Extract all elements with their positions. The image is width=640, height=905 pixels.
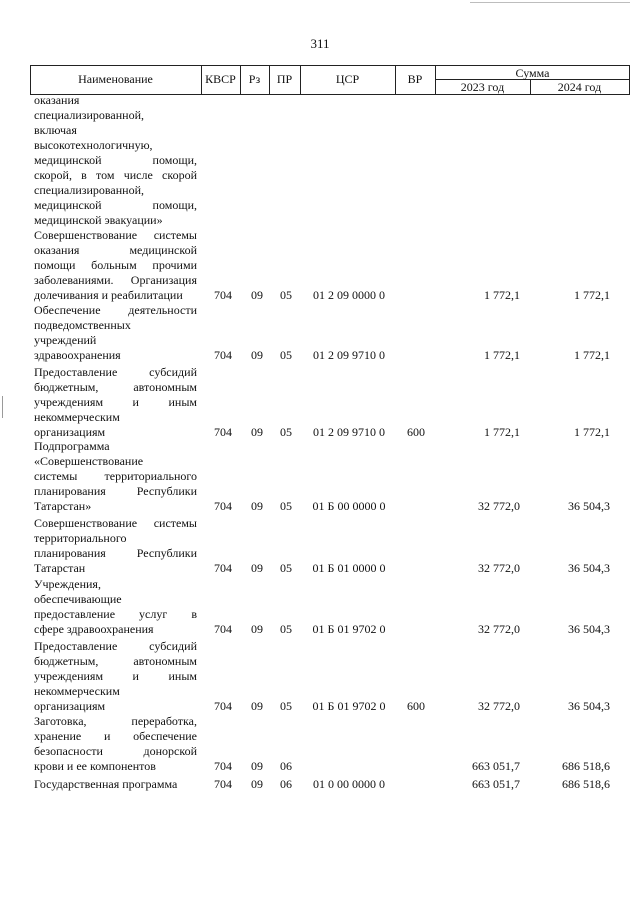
row-name (34, 439, 197, 514)
cell-csr: 01 0 00 0000 0 (313, 777, 385, 791)
cell-csr: 01 Б 01 9702 0 (312, 622, 386, 636)
table-header (30, 65, 630, 95)
row-name-line: планирования Республики (34, 484, 197, 498)
top-edge-line (470, 2, 630, 3)
cell-rz: 09 (251, 561, 263, 575)
cell-kvsr: 704 (214, 622, 232, 636)
cell-sum-2024: 36 504,3 (568, 499, 610, 513)
row-name-line: предоставление услуг в (34, 607, 197, 621)
row-name-line: Государственная программа (34, 777, 178, 791)
cell-rz: 09 (251, 425, 263, 439)
cell-kvsr: 704 (214, 561, 232, 575)
row-name-line: обеспечивающие (34, 592, 122, 606)
table-row (0, 303, 640, 363)
page-number: 311 (310, 36, 330, 51)
row-name-line: медицинской эвакуации» (34, 213, 163, 227)
cell-rz: 09 (251, 348, 263, 362)
row-name (34, 714, 197, 774)
cell-rz: 09 (251, 777, 263, 791)
cell-pr: 05 (280, 348, 292, 362)
row-name (34, 577, 197, 637)
table-row (0, 93, 640, 228)
row-name-line: долечивания и реабилитации (34, 288, 183, 302)
row-name-line: Совершенствование системы (34, 516, 197, 530)
cell-sum-2024: 36 504,3 (568, 561, 610, 575)
row-name-line: скорой, в том числе скорой (34, 168, 197, 182)
row-name (34, 303, 197, 363)
row-name-line: Предоставление субсидий (34, 639, 197, 653)
row-name-line: некоммерческим (34, 684, 120, 698)
row-name (34, 639, 197, 714)
cell-pr: 05 (280, 288, 292, 302)
cell-sum-2023: 663 051,7 (472, 777, 520, 791)
cell-sum-2024: 686 518,6 (562, 777, 610, 791)
header-pr: ПР (276, 72, 293, 86)
row-name-line: заболеваниями. Организация (34, 273, 197, 287)
cell-pr: 06 (280, 777, 292, 791)
cell-pr: 05 (280, 561, 292, 575)
cell-csr: 01 Б 01 0000 0 (312, 561, 386, 575)
header-vr: ВР (407, 72, 423, 86)
row-name-line: Предоставление субсидий (34, 365, 197, 379)
cell-sum-2024: 686 518,6 (562, 759, 610, 773)
header-name: Наименование (78, 72, 153, 86)
cell-csr: 01 2 09 9710 0 (313, 348, 385, 362)
row-name-line: помощи больным прочими (34, 258, 197, 272)
cell-vr: 600 (407, 699, 425, 713)
row-name-line: «Совершенствование (34, 454, 144, 468)
table-row (0, 439, 640, 514)
cell-pr: 05 (280, 622, 292, 636)
row-name-line: Обеспечение деятельности (34, 303, 197, 317)
cell-vr: 600 (407, 425, 425, 439)
cell-rz: 09 (251, 288, 263, 302)
cell-pr: 05 (280, 699, 292, 713)
cell-csr: 01 Б 01 9702 0 (312, 699, 386, 713)
cell-sum-2023: 32 772,0 (478, 561, 520, 575)
header-year-2023: 2023 год (460, 80, 505, 94)
row-name-line: бюджетным, автономным (34, 380, 197, 394)
header-kvsr: КВСР (205, 72, 236, 86)
cell-kvsr: 704 (214, 699, 232, 713)
row-name-line: здравоохранения (34, 348, 121, 362)
row-name-line: Заготовка, переработка, (34, 714, 197, 728)
row-name (34, 93, 197, 228)
header-rz: Рз (248, 72, 261, 86)
cell-kvsr: 704 (214, 499, 232, 513)
row-name-line: оказания медицинской (34, 243, 197, 257)
row-name-line: крови и ее компонентов (34, 759, 156, 773)
cell-csr: 01 2 09 9710 0 (313, 425, 385, 439)
row-name (34, 516, 197, 576)
cell-sum-2023: 32 772,0 (478, 499, 520, 513)
row-name-line: системы территориального (34, 469, 197, 483)
row-name-line: Татарстан (34, 561, 86, 575)
cell-kvsr: 704 (214, 759, 232, 773)
cell-sum-2023: 1 772,1 (484, 348, 520, 362)
header-year-2024: 2024 год (557, 80, 602, 94)
cell-rz: 09 (251, 759, 263, 773)
cell-sum-2023: 32 772,0 (478, 622, 520, 636)
row-name-line: подведомственных (34, 318, 131, 332)
cell-sum-2023: 663 051,7 (472, 759, 520, 773)
row-name-line: учреждениям и иным (34, 669, 197, 683)
row-name (34, 777, 197, 792)
table-row (0, 639, 640, 714)
row-name-line: Подпрограмма (34, 439, 110, 453)
cell-rz: 09 (251, 622, 263, 636)
row-name-line: оказания (34, 93, 80, 107)
row-name-line: безопасности донорской (34, 744, 197, 758)
cell-pr: 06 (280, 759, 292, 773)
row-name (34, 228, 197, 303)
table-row (0, 516, 640, 576)
table-row (0, 365, 640, 440)
cell-kvsr: 704 (214, 288, 232, 302)
row-name-line: некоммерческим (34, 410, 120, 424)
cell-sum-2024: 36 504,3 (568, 699, 610, 713)
header-sum: Сумма (515, 66, 550, 80)
row-name-line: организациям (34, 699, 106, 713)
cell-kvsr: 704 (214, 425, 232, 439)
cell-pr: 05 (280, 499, 292, 513)
table-row (0, 777, 640, 792)
row-name-line: специализированной, (34, 183, 145, 197)
row-name-line: Татарстан» (34, 499, 92, 513)
table-row (0, 577, 640, 637)
row-name-line: планирования Республики (34, 546, 197, 560)
header-csr: ЦСР (335, 72, 360, 86)
row-name-line: высокотехнологичную, (34, 138, 153, 152)
cell-rz: 09 (251, 699, 263, 713)
cell-sum-2023: 1 772,1 (484, 288, 520, 302)
cell-csr: 01 Б 00 0000 0 (312, 499, 386, 513)
row-name-line: медицинской помощи, (34, 153, 197, 167)
cell-sum-2024: 1 772,1 (574, 425, 610, 439)
cell-kvsr: 704 (214, 777, 232, 791)
table-row (0, 228, 640, 303)
cell-rz: 09 (251, 499, 263, 513)
row-name-line: медицинской помощи, (34, 198, 197, 212)
row-name-line: территориального (34, 531, 127, 545)
row-name-line: хранение и обеспечение (34, 729, 197, 743)
row-name-line: Учреждения, (34, 577, 101, 591)
cell-sum-2023: 32 772,0 (478, 699, 520, 713)
cell-sum-2023: 1 772,1 (484, 425, 520, 439)
row-name-line: Совершенствование системы (34, 228, 197, 242)
cell-csr: 01 2 09 0000 0 (313, 288, 385, 302)
cell-sum-2024: 1 772,1 (574, 288, 610, 302)
cell-kvsr: 704 (214, 348, 232, 362)
row-name-line: учреждениям и иным (34, 395, 197, 409)
cell-pr: 05 (280, 425, 292, 439)
row-name-line: сфере здравоохранения (34, 622, 154, 636)
row-name-line: бюджетным, автономным (34, 654, 197, 668)
cell-sum-2024: 36 504,3 (568, 622, 610, 636)
row-name-line: организациям (34, 425, 106, 439)
cell-sum-2024: 1 772,1 (574, 348, 610, 362)
table-row (0, 714, 640, 774)
row-name-line: учреждений (34, 333, 97, 347)
row-name (34, 365, 197, 440)
row-name-line: включая (34, 123, 77, 137)
row-name-line: специализированной, (34, 108, 145, 122)
